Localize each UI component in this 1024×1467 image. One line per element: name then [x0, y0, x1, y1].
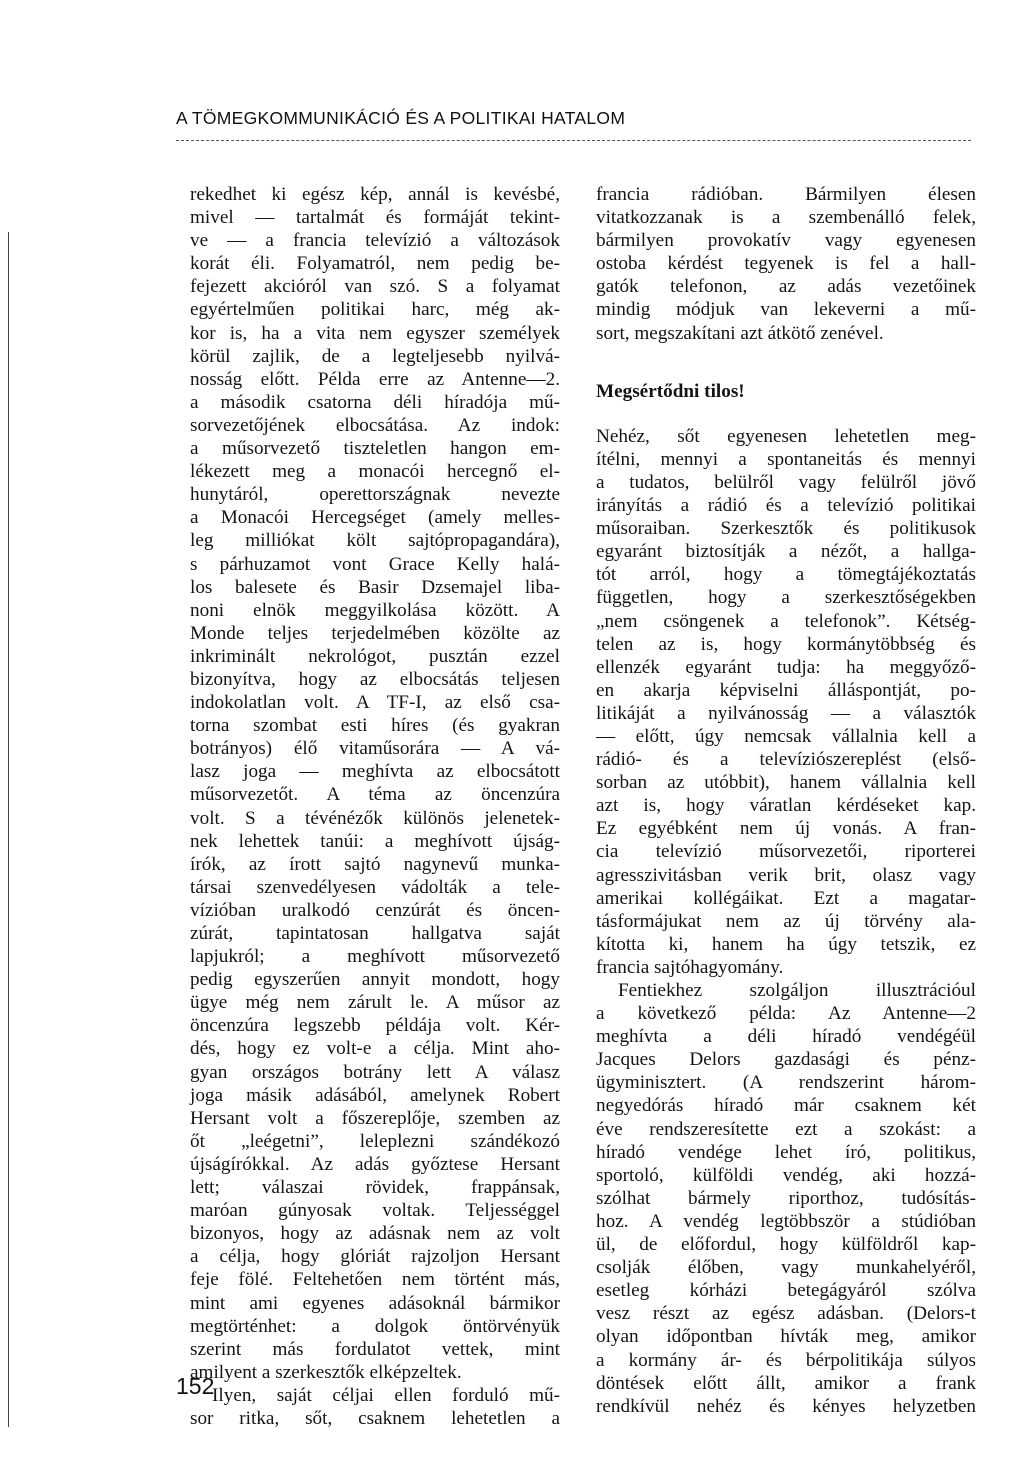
text-line: Ez egyébként nem új vonás. A fran-	[596, 818, 976, 840]
text-line: gyan országos botrány lett A válasz	[190, 1061, 560, 1083]
text-line: sportoló, külföldi vendég, aki hozzá-	[596, 1164, 976, 1186]
text-line: független, hogy a szerkesztőségekben	[596, 587, 976, 609]
text-line: a műsorvezető tiszteletlen hangon em-	[190, 438, 560, 460]
text-line: Monde teljes terjedelmében közölte az	[190, 622, 560, 644]
text-line: los balesete és Basir Dzsemajel liba-	[190, 576, 560, 598]
text-line: tásformájukat nem az új törvény ala-	[596, 910, 976, 932]
text-line: bármilyen provokatív vagy egyenesen	[596, 230, 976, 252]
text-line: leg milliókat költ sajtópropagandára),	[190, 530, 560, 552]
text-line: amerikai kollégáikat. Ezt a magatar-	[596, 887, 976, 909]
text-line: a Monacói Hercegséget (amely melles-	[190, 507, 560, 529]
text-line: ve — a francia televízió a változások	[190, 230, 560, 252]
text-line: hunytáról, operettországnak nevezte	[190, 484, 560, 506]
text-line: olyan időpontban hívták meg, amikor	[596, 1326, 976, 1348]
text-line: híradó vendége lehet író, politikus,	[596, 1141, 976, 1163]
text-line: „nem csöngenek a telefonok”. Kétség-	[596, 610, 976, 632]
text-line: a tudatos, belülről vagy felülről jövő	[596, 471, 976, 493]
text-line: telen az is, hogy kormánytöbbség és	[596, 633, 976, 655]
spacer	[596, 345, 976, 380]
text-line: műsorvezetőt. A téma az öncenzúra	[190, 784, 560, 806]
text-line: maróan gúnyosak voltak. Teljességgel	[190, 1200, 560, 1222]
text-line: a második csatorna déli híradója mű-	[190, 391, 560, 413]
text-line: volt. S a tévénézők különös jelenetek-	[190, 807, 560, 829]
text-line: irányítás a rádió és a televízió politikai	[596, 495, 976, 517]
text-line: tót arról, hogy a tömegtájékoztatás	[596, 564, 976, 586]
text-line: cia televízió műsorvezetői, riporterei	[596, 841, 976, 863]
text-line: gatók telefonon, az adás vezetőinek	[596, 276, 976, 298]
text-line: indokolatlan volt. A TF-I, az első csa-	[190, 692, 560, 714]
text-line: noni elnök meggyilkolása között. A	[190, 599, 560, 621]
page-edge-line	[8, 232, 9, 1427]
text-line: szerint más fordulatot vettek, mint	[190, 1338, 560, 1360]
text-line: esetleg kórházi betegágyáról szólva	[596, 1280, 976, 1302]
text-line: a következő példa: Az Antenne—2	[596, 1003, 976, 1025]
text-line: kor is, ha a vita nem egyszer személyek	[190, 322, 560, 344]
text-line: ostoba kérdést tegyenek is fel a hall-	[596, 253, 976, 275]
text-line: bizonyos, hogy az adásnak nem az volt	[190, 1223, 560, 1245]
text-line: megtörténhet: a dolgok öntörvényük	[190, 1315, 560, 1337]
text-line: éve rendszeresítette ezt a szokást: a	[596, 1118, 976, 1140]
text-line: kította ki, hanem ha úgy tetszik, ez	[596, 933, 976, 955]
text-line: pedig egyszerűen annyit mondott, hogy	[190, 969, 560, 991]
running-head: A TÖMEGKOMMUNIKÁCIÓ ÉS A POLITIKAI HATALOM	[176, 108, 626, 128]
text-line: Fentiekhez szolgáljon illusztrációul	[618, 980, 976, 1001]
text-line: nosság előtt. Példa erre az Antenne—2.	[190, 368, 560, 390]
text-line: korát éli. Folyamatról, nem pedig be-	[190, 253, 560, 275]
text-line: csolják élőben, vagy munkahelyéről,	[596, 1257, 976, 1279]
text-line: bizonyítva, hogy az elbocsátás teljesen	[190, 668, 560, 690]
text-line: negyedórás híradó már csaknem két	[596, 1095, 976, 1117]
right-column	[596, 183, 976, 1418]
text-line: azt is, hogy váratlan kérdéseket kap.	[596, 795, 976, 817]
text-line: fejezett akcióról van szó. S a folyamat	[190, 276, 560, 298]
text-line: litikáját a nyilvánosság — a választók	[596, 702, 976, 724]
spacer	[596, 403, 976, 425]
text-line: vízióban uralkodó cenzúrát és öncen-	[190, 899, 560, 921]
text-line: egyértelműen politikai harc, még ak-	[190, 299, 560, 321]
text-line: agresszivitásban verik brit, olasz vagy	[596, 864, 976, 886]
text-line: amilyent a szerkesztők elképzeltek.	[190, 1361, 462, 1383]
text-line: mindig módjuk van lekeverni a mű-	[596, 299, 976, 321]
text-line: rendkívül nehéz és kényes helyzetben	[596, 1395, 976, 1417]
text-line: műsoraiban. Szerkesztők és politikusok	[596, 518, 976, 540]
text-line: Jacques Delors gazdasági és pénz-	[596, 1049, 976, 1071]
text-line: Ilyen, saját céljai ellen forduló mű-	[212, 1384, 560, 1406]
text-line: lett; válaszai rövidek, frappánsak,	[190, 1177, 560, 1199]
text-line: s párhuzamot vont Grace Kelly halá-	[190, 553, 560, 575]
section-heading	[596, 380, 976, 403]
text-line: — előtt, úgy nemcsak vállalnia kell a	[596, 725, 976, 747]
text-line: en akarja képviselni álláspontját, po-	[596, 679, 976, 701]
text-line: dés, hogy ez volt-e a célja. Mint aho-	[190, 1038, 560, 1060]
text-line: hoz. A vendég legtöbbször a stúdióban	[596, 1210, 976, 1232]
text-line: a célja, hogy glóriát rajzoljon Hersant	[190, 1246, 560, 1268]
text-line: egyaránt biztosítják a nézőt, a hallga-	[596, 541, 976, 563]
text-line: rekedhet ki egész kép, annál is kevésbé,	[190, 184, 560, 205]
text-line: Nehéz, sőt egyenesen lehetetlen meg-	[596, 425, 976, 447]
text-line: Hersant volt a főszereplője, szemben az	[190, 1107, 560, 1129]
text-line: körül zajlik, de a legteljesebb nyilvá-	[190, 345, 560, 367]
text-line: vesz részt az egész adásban. (Delors-t	[596, 1303, 976, 1325]
text-line: ügyminisztert. (A rendszerint három-	[596, 1072, 976, 1094]
page-number: 152	[176, 1373, 215, 1399]
text-line: zúrát, tapintatosan hallgatva saját	[190, 923, 560, 944]
text-line: ügye még nem zárult le. A műsor az	[190, 992, 560, 1014]
text-line: sorvezetőjének elbocsátása. Az indok:	[190, 414, 560, 436]
text-line: mivel — tartalmát és formáját tekint-	[190, 207, 560, 229]
left-column	[190, 183, 560, 1430]
text-line: ül, de előfordul, hogy külföldről kap-	[596, 1234, 976, 1256]
text-line: rádió- és a televíziószereplést (első-	[596, 749, 976, 771]
text-line: őt „leégetni”, leleplezni szándékozó	[190, 1130, 560, 1152]
text-line: sor ritka, sőt, csaknem lehetetlen a	[190, 1407, 560, 1429]
text-line: mint ami egyenes adásoknál bármikor	[190, 1292, 560, 1314]
text-line: ellenzék egyaránt tudja: ha meggyőző-	[596, 656, 976, 678]
text-line: meghívta a déli híradó vendégéül	[596, 1026, 976, 1048]
header-rule	[176, 140, 971, 141]
text-line: joga másik adásából, amelynek Robert	[190, 1084, 560, 1106]
text-line: ítélni, mennyi a spontaneitás és mennyi	[596, 448, 976, 470]
text-line: francia sajtóhagyomány.	[596, 956, 784, 978]
text-line: szólhat bármely riporthoz, tudósítás-	[596, 1187, 976, 1209]
text-line: francia rádióban. Bármilyen élesen	[596, 184, 976, 205]
text-line: feje fölé. Feltehetően nem történt más,	[190, 1269, 560, 1291]
text-line: sort, megszakítani azt átkötő zenével.	[596, 322, 884, 344]
text-line: torna szombat esti híres (és gyakran	[190, 715, 560, 737]
text-line: a kormány ár- és bérpolitikája súlyos	[596, 1349, 976, 1371]
text-line: nek lehettek tanúi: a meghívott újság-	[190, 830, 560, 852]
text-line: írók, az írott sajtó nagynevű munka-	[190, 853, 560, 875]
text-line: sorban az utóbbit), hanem vállalnia kell	[596, 772, 976, 794]
text-line: inkriminált nekrológot, pusztán ezzel	[190, 645, 560, 667]
text-line: újságírókkal. Az adás győztese Hersant	[190, 1153, 560, 1175]
text-line: lasz joga — meghívta az elbocsátott	[190, 761, 560, 783]
text-line: lapjukról; a meghívott műsorvezető	[190, 946, 560, 968]
text-line: botrányos) élő vitaműsorára — A vá-	[190, 738, 560, 760]
text-line: döntések előtt állt, amikor a frank	[596, 1372, 976, 1394]
text-line: vitatkozzanak is a szembenálló felek,	[596, 207, 976, 229]
section-heading-text: Megsértődni tilos!	[596, 380, 745, 402]
text-line: öncenzúra legszebb példája volt. Kér-	[190, 1015, 560, 1037]
text-line: lékezett meg a monacói hercegnő el-	[190, 461, 560, 483]
text-line: társai szenvedélyesen vádolták a tele-	[190, 876, 560, 898]
